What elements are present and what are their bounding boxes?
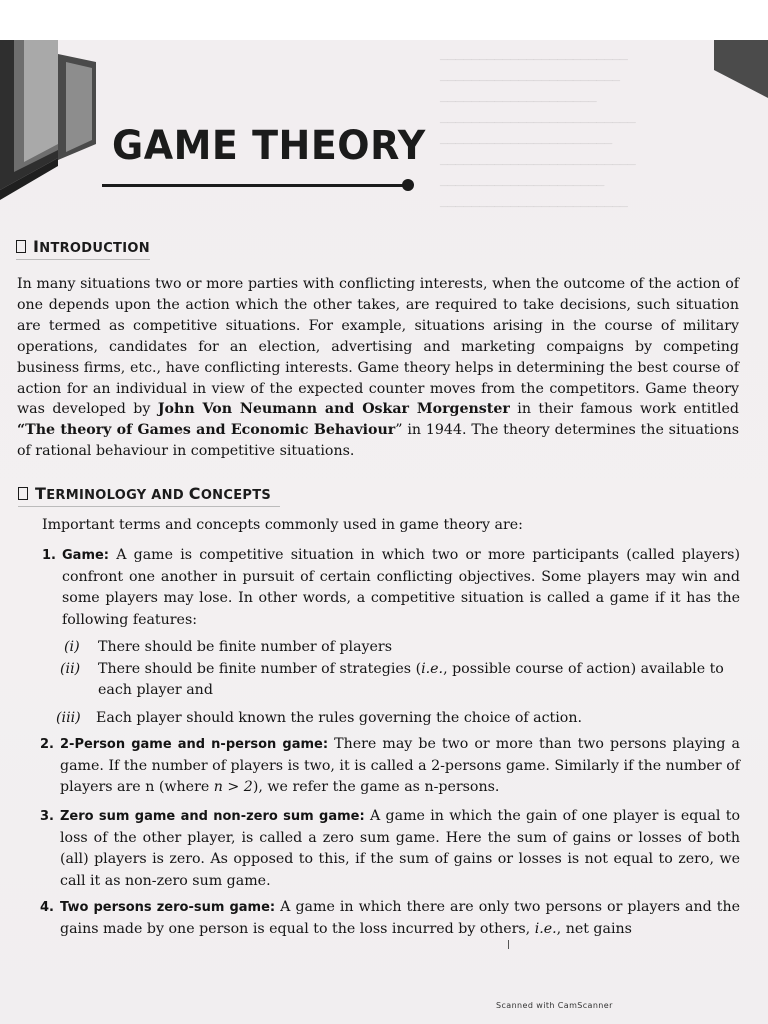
heading-rest: NTRODUCTION bbox=[39, 241, 150, 256]
section-heading-terminology: TERMINOLOGY AND CONCEPTS bbox=[18, 484, 271, 503]
feature-item: (iii) Each player should known the rules governing the choice of action. bbox=[56, 710, 582, 726]
heading-underline bbox=[18, 506, 280, 507]
feature-item: (ii) There should be finite number of strategies (i.e., possible course of action) available to each player and bbox=[60, 661, 724, 698]
introduction-paragraph: In many situations two or more parties with conflicting interests, when the outcome of the action of one depends upon the action which the other takes, are required to take decisions, such situation are termed as competitive situations. For example, situations arising in the course of military operations, candidates for an election, advertising and marketing compaigns by competing business firms, etc., have conflicting interests. Game theory helps in determining the best course of action for an individual in view of the expected counter moves from the competitors. Game theory was developed by John Von Neumann and Oskar Morgenster in their famous work entitled “The theory of Games and Economic Behaviour” in 1944. The theory determines the situations of rational behaviour in competitive situations. bbox=[17, 276, 739, 460]
scanner-watermark: Scanned with CamScanner bbox=[496, 1001, 613, 1010]
terminology-lead: Important terms and concepts commonly used in game theory are: bbox=[42, 517, 523, 533]
page-mark bbox=[508, 940, 509, 949]
checkbox-bullet-icon bbox=[18, 487, 28, 500]
chapter-banner-graphic bbox=[0, 40, 110, 200]
list-item-game: 1. Game: A game is competitive situation in which two or more participants (called players) confront one another in pursuit of certain conflicting objectives. Some players may win and some players may lose. In other words, a competitive situation is called a game if it has the following features: bbox=[42, 547, 740, 628]
title-underline bbox=[102, 184, 408, 187]
feature-item: (i) There should be finite number of players bbox=[64, 639, 392, 655]
checkbox-bullet-icon bbox=[16, 240, 26, 253]
list-item-n-person-game: 2. 2-Person game and n-person game: There may be two or more than two persons playing a game. If the number of players is two, it is called a 2-persons game. Similarly if the number of players are n (where n > 2), we refer the game as n-persons. bbox=[40, 736, 740, 795]
authors: John Von Neumann and Oskar Morgenster bbox=[157, 401, 510, 418]
book-title: “The theory of Games and Economic Behaviour bbox=[17, 422, 396, 439]
page-corner-tab bbox=[714, 40, 768, 100]
section-heading-introduction bbox=[16, 237, 150, 256]
heading-initial: I bbox=[33, 237, 40, 256]
list-item-two-person-zero-sum: 4. Two persons zero-sum game: A game in which there are only two persons or players and the gains made by one person is equal to the loss incurred by others, i.e., net gains bbox=[40, 899, 740, 937]
scanned-page bbox=[0, 40, 768, 1024]
bleed-through-text: ──────────────────────── ─────────────────────── ──────────────────── ───────────────────────── ────────────────────── ───────────────────────── ───────────────────── ──────────────────────── bbox=[440, 53, 636, 215]
title-underline-dot bbox=[402, 179, 414, 191]
chapter-title: GAME THEORY bbox=[112, 122, 426, 169]
heading-underline bbox=[16, 259, 150, 260]
list-item-zero-sum-game: 3. Zero sum game and non-zero sum game: A game in which the gain of one player is equal to loss of the other player, is called a zero sum game. Here the sum of gains or losses of both (all) players is zero. As opposed to this, if the sum of gains or losses is not equal to zero, we call it as non-zero sum game. bbox=[40, 808, 741, 889]
